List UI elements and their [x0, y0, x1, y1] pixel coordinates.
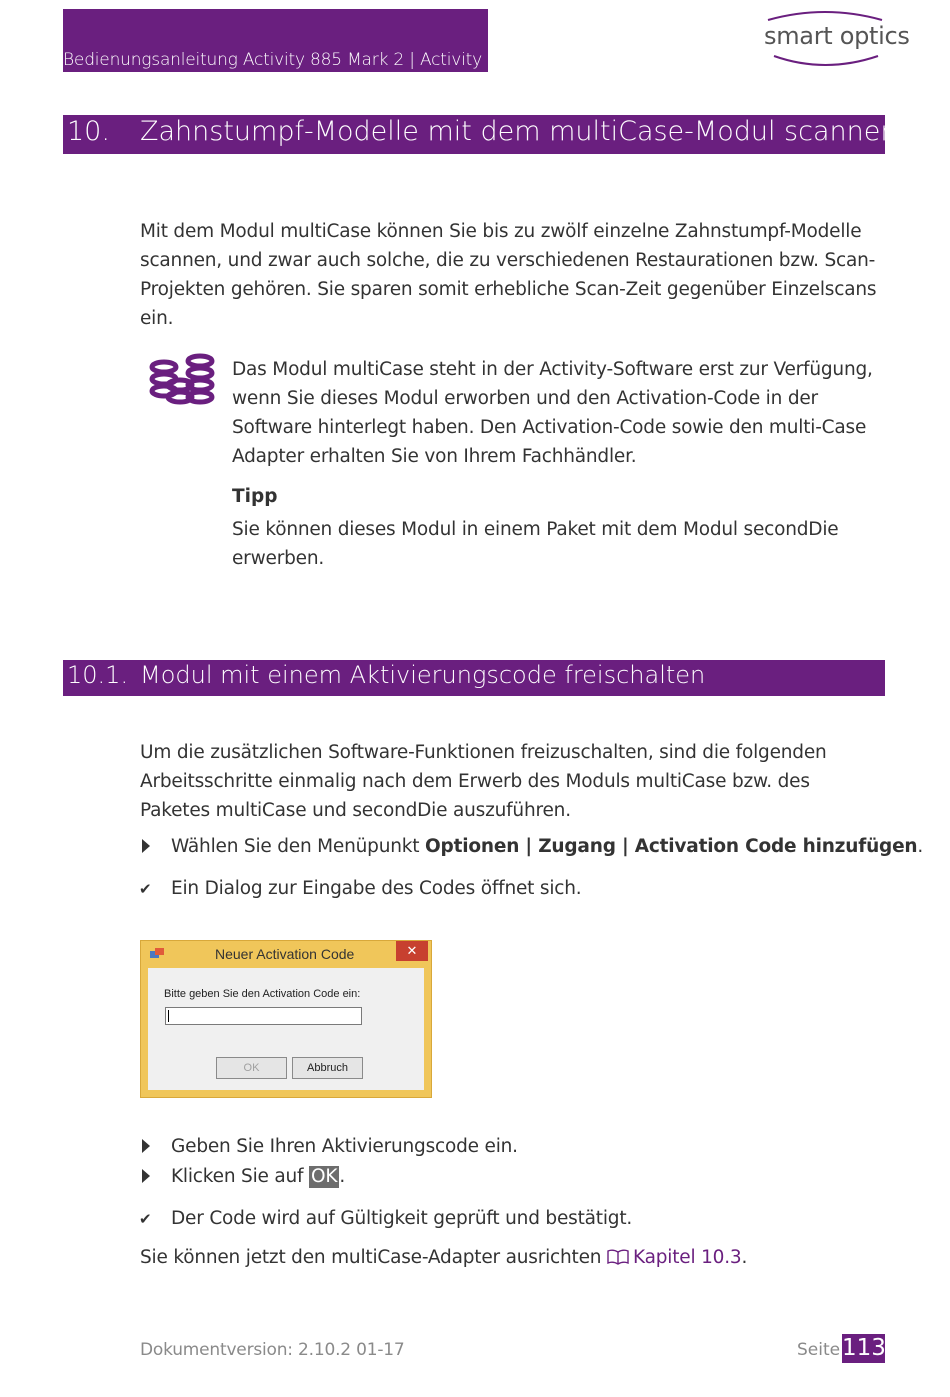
menu-path: Optionen | Zugang | Activation Code hinzufügen [425, 836, 918, 857]
header-title: Bedienungsanleitung Activity 885 Mark 2 | Activity 888 [63, 50, 519, 70]
section-intro: Mit dem Modul multiCase können Sie bis zu zwölf einzelne Zahnstumpf-Modelle scannen, und zwar auch solche, die zu verschiedenen Restaurationen bzw. Scan-Projekten gehören. Sie sparen somit erhebliche Scan-Zeit gegenüber Einzelscans ein. [140, 221, 877, 329]
subsection-intro: Um die zusätzlichen Software-Funktionen freizuschalten, sind die folgenden Arbeitsschritte einmalig nach dem Erwerb des Moduls multiCase bzw. des Paketes multiCase und secondDie auszuführen. [140, 742, 827, 821]
dialog-close-button[interactable]: ✕ [396, 941, 428, 961]
result-code-checked: ✔ Der Code wird auf Gültigkeit geprüft und bestätigt. [139, 1208, 633, 1229]
closing-sentence: Sie können jetzt den multiCase-Adapter ausrichten Kapitel 10.3. [140, 1247, 748, 1268]
dialog-title: Neuer Activation Code [215, 946, 355, 962]
step-arrow-icon [142, 1139, 150, 1153]
step-enter-code: Geben Sie Ihren Aktivierungscode ein. [140, 1136, 518, 1157]
section-title: Zahnstumpf-Modelle mit dem multiCase-Modul scannen [140, 116, 898, 147]
ok-button-reference: OK [311, 1166, 338, 1187]
checkmark-icon: ✔ [139, 880, 152, 898]
subsection-number: 10.1. [67, 661, 129, 689]
footer-page-label: Seite [797, 1340, 841, 1360]
tip-text: Sie können dieses Modul in einem Paket mit dem Modul secondDie erwerben. [232, 519, 839, 569]
dialog-prompt: Bitte geben Sie den Activation Code ein: [164, 988, 361, 1000]
dialog-cancel-button[interactable]: Abbruch [292, 1057, 363, 1079]
note-text: Das Modul multiCase steht in der Activity-Software erst zur Verfügung, wenn Sie dieses Modul erworben und den Activation-Code in der Software hinterlegt haben. Den Activation-Code sowie den multi-Case Adapter erhalten Sie von Ihrem Fachhändler. [232, 359, 873, 467]
step-arrow-icon [142, 839, 150, 853]
section-number: 10. [67, 116, 110, 147]
step-click-ok: Klicken Sie auf OK . [140, 1166, 345, 1188]
footer-doc-version: Dokumentversion: 2.10.2 01-17 [140, 1340, 405, 1360]
step-select-menu: Wählen Sie den Menüpunkt Optionen | Zugang | Activation Code hinzufügen. [140, 836, 923, 857]
app-window-icon [150, 948, 164, 960]
logo-text: smart optics [764, 22, 910, 50]
chapter-link[interactable]: Kapitel 10.3 [633, 1247, 742, 1268]
activation-code-input[interactable] [165, 1007, 362, 1025]
tip-title: Tipp [232, 486, 278, 507]
subsection-title: Modul mit einem Aktivierungscode freischalten [140, 661, 706, 689]
checkmark-icon: ✔ [139, 1210, 152, 1228]
page-number: 113 [842, 1335, 886, 1361]
book-icon [607, 1249, 629, 1265]
step-arrow-icon [142, 1169, 150, 1183]
coins-icon [148, 353, 216, 413]
dialog-ok-button[interactable]: OK [216, 1057, 287, 1079]
result-dialog-opens: ✔ Ein Dialog zur Eingabe des Codes öffnet sich. [139, 878, 582, 899]
text-caret [168, 1010, 169, 1022]
